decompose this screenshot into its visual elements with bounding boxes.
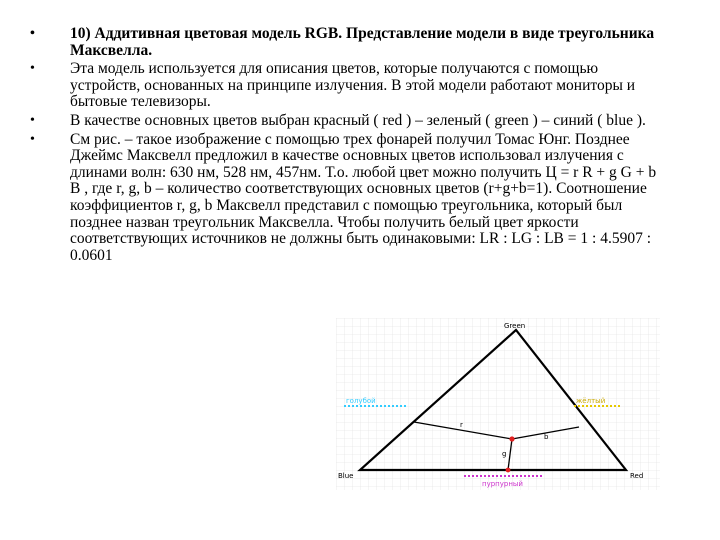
grid-background xyxy=(336,318,660,490)
edge-label-yellow: жёлтый xyxy=(576,397,606,405)
segment-label-b: b xyxy=(544,433,549,441)
bullet-item-primaries: • В качестве основных цветов выбран красный ( red ) – зеленый ( green ) – синий ( blue ). xyxy=(30,113,670,130)
vertex-label-blue: Blue xyxy=(338,472,354,480)
bullet-item-maxwell: • См рис. – такое изображение с помощью трех фонарей получил Томас Юнг. Позднее Джеймс Максвелл предложил в качестве основных цветов использовал излучения с длинами волн: 630 нм, 528 нм, 457нм. Т.о. любой цвет можно получить Ц = r R + g G + b B , где r, g, b – количество соответствующих основных цветов (r+g+b=1). Соотношение коэффициентов r, g, b Максвелл представил с помощью треугольника, который был позднее назван треугольник Максвелла. Чтобы получить белый цвет яркости соответствующих источников не должны быть одинаковыми: LR : LG : LB = 1 : 4.5907 : 0.0601 xyxy=(30,132,670,265)
segment-label-r: r xyxy=(460,421,463,429)
edge-label-cyan: голубой xyxy=(346,397,376,405)
bottom-point xyxy=(506,468,511,473)
bullet-list xyxy=(30,26,670,266)
vertex-label-red: Red xyxy=(630,472,644,480)
maxwell-triangle-diagram xyxy=(336,318,660,490)
segment-label-g: g xyxy=(502,450,507,458)
bullet-item-title: • 10) Аддитивная цветовая модель RGB. Представление модели в виде треугольника Максвелла. xyxy=(30,26,670,59)
bullet-item-usage: • Эта модель используется для описания цветов, которые получаются с помощью устройств, основанных на принципе излучения. В этой модели работают мониторы и бытовые телевизоры. xyxy=(30,61,670,111)
center-point xyxy=(509,436,514,441)
edge-label-magenta: пурпурный xyxy=(482,480,523,488)
vertex-label-green: Green xyxy=(504,322,526,330)
